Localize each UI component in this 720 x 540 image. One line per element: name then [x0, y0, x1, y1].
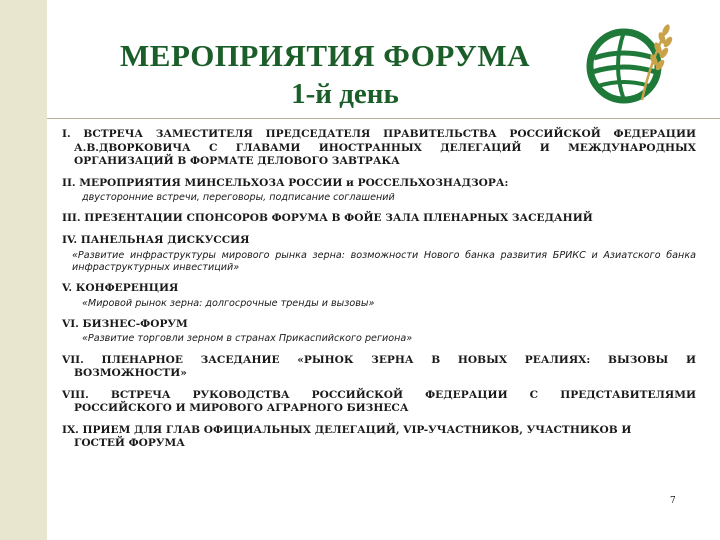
title-line-2: 1-й день [291, 77, 399, 110]
agenda-item-4-sub: «Развитие инфраструктуры мирового рынка зерна: возможности Нового банка развития БРИКС и Азиатского банка инфраструктурных инвестиций» [72, 249, 696, 273]
title-line-1: МЕРОПРИЯТИЯ ФОРУМА [120, 38, 530, 73]
agenda-item-1-head: I. ВСТРЕЧА ЗАМЕСТИТЕЛЯ ПРЕДСЕДАТЕЛЯ ПРАВИТЕЛЬСТВА РОССИЙСКОЙ ФЕДЕРАЦИИ [62, 128, 696, 140]
agenda-item-4 [62, 234, 696, 274]
agenda-item-8-head-cont: РОССИЙСКОГО И МИРОВОГО АГРАРНОГО БИЗНЕСА [74, 402, 409, 415]
agenda-list [62, 128, 696, 459]
agenda-item-6-head: VI. БИЗНЕС-ФОРУМ [62, 317, 188, 330]
agenda-item-7-head: VII. ПЛЕНАРНОЕ ЗАСЕДАНИЕ «РЫНОК ЗЕРНА В НОВЫХ РЕАЛИЯХ: ВЫЗОВЫ И [62, 353, 696, 366]
agenda-item-5-sub: «Мировой рынок зерна: долгосрочные тренды и вызовы» [82, 297, 375, 309]
agenda-item-6-sub: «Развитие торговли зерном в странах Прикаспийского региона» [82, 333, 413, 345]
left-accent-stripe [0, 0, 47, 540]
globe-wheat-logo-icon [580, 18, 680, 110]
agenda-item-3-head: III. ПРЕЗЕНТАЦИИ СПОНСОРОВ ФОРУМА В ФОЙЕ ЗАЛА ПЛЕНАРНЫХ ЗАСЕДАНИЙ [62, 212, 593, 225]
agenda-item-2-head: II. МЕРОПРИЯТИЯ МИНСЕЛЬХОЗА РОССИИ и РОССЕЛЬХОЗНАДЗОРА: [62, 176, 509, 189]
agenda-item-3 [62, 212, 696, 226]
agenda-item-1 [62, 128, 696, 169]
agenda-item-1-head-cont: А.В.ДВОРКОВИЧА С ГЛАВАМИ ИНОСТРАННЫХ ДЕЛЕГАЦИЙ И МЕЖДУНАРОДНЫХ ОРГАНИЗАЦИЙ В ФОРМАТЕ ДЕЛОВОГО ЗАВТРАКА [74, 141, 696, 168]
header-divider [47, 118, 720, 119]
agenda-item-7 [62, 354, 696, 381]
slide-title [90, 38, 560, 111]
agenda-item-7-head-cont: ВОЗМОЖНОСТИ» [74, 367, 187, 380]
agenda-item-4-head: IV. ПАНЕЛЬНАЯ ДИСКУССИЯ [62, 234, 250, 246]
agenda-item-2-sub: двусторонние встречи, переговоры, подписание соглашений [82, 192, 395, 204]
agenda-item-8-head: VIII. ВСТРЕЧА РУКОВОДСТВА РОССИЙСКОЙ ФЕДЕРАЦИИ С ПРЕДСТАВИТЕЛЯМИ [62, 388, 696, 401]
agenda-item-8 [62, 389, 696, 416]
agenda-item-2 [62, 177, 696, 205]
agenda-item-5-head: V. КОНФЕРЕНЦИЯ [62, 282, 179, 295]
agenda-item-5 [62, 282, 696, 310]
agenda-item-9 [62, 424, 696, 451]
agenda-item-6 [62, 318, 696, 346]
page-number: 7 [670, 496, 676, 506]
agenda-item-9-head: IX. ПРИЕМ ДЛЯ ГЛАВ ОФИЦИАЛЬНЫХ ДЕЛЕГАЦИЙ, VIP-УЧАСТНИКОВ, УЧАСТНИКОВ И [62, 423, 632, 436]
agenda-item-9-head-cont: ГОСТЕЙ ФОРУМА [74, 437, 185, 450]
